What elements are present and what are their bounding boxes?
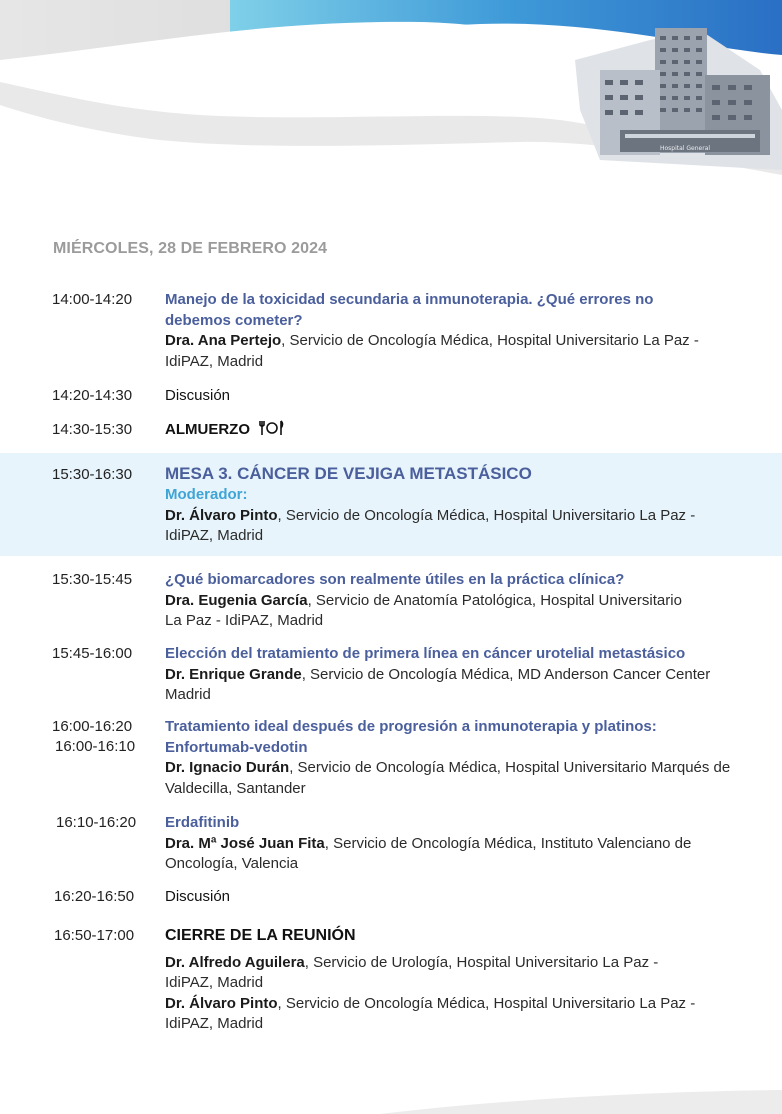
agenda-title: Erdafitinib xyxy=(165,814,240,831)
building-sign: Hospital General xyxy=(660,145,711,152)
speaker: Dr. Ignacio Durán, Servicio de Oncología Médica, Hospital Universitario Marqués de Valdecilla, Santander xyxy=(165,759,731,797)
agenda-time: 16:20-16:50 xyxy=(54,888,135,905)
cutlery-icon xyxy=(259,420,285,436)
speaker: Dra. Eugenia García, Servicio de Anatomía Patológica, Hospital Universitario La Paz - IdiPAZ, Madrid xyxy=(165,591,682,629)
speaker: Dr. Enrique Grande, Servicio de Oncología Médica, MD Anderson Cancer Center Madrid xyxy=(165,665,711,703)
header-banner xyxy=(0,0,782,200)
agenda-label: ALMUERZO xyxy=(165,421,250,438)
agenda-title: Elección del tratamiento de primera línea en cáncer urotelial metastásico xyxy=(165,645,686,662)
agenda-title: Manejo de la toxicidad secundaria a inmunoterapia. ¿Qué errores no debemos cometer? xyxy=(165,291,654,329)
date-heading: MIÉRCOLES, 28 DE FEBRERO 2024 xyxy=(53,240,328,257)
agenda-time: 15:30-16:30 xyxy=(52,466,133,483)
agenda-time: 15:45-16:00 xyxy=(52,645,133,662)
agenda-time: 14:30-15:30 xyxy=(52,421,133,438)
agenda-time: 16:10-16:20 xyxy=(56,814,137,831)
speaker: Dr. Alfredo Aguilera, Servicio de Urología, Hospital Universitario La Paz - IdiPAZ, Madrid xyxy=(165,953,659,991)
agenda-time: 16:00-16:20 16:00-16:10 xyxy=(52,718,136,755)
agenda-time: 15:30-15:45 xyxy=(52,571,133,588)
speaker: Dr. Álvaro Pinto, Servicio de Oncología Médica, Hospital Universitario La Paz - IdiPAZ, Madrid xyxy=(165,506,696,544)
agenda-time: 16:50-17:00 xyxy=(54,927,135,944)
agenda-label: Discusión xyxy=(165,387,231,404)
speaker: Dra. Ana Pertejo, Servicio de Oncología Médica, Hospital Universitario La Paz - IdiPAZ, Madrid xyxy=(165,332,699,370)
agenda-label: CIERRE DE LA REUNIÓN xyxy=(165,927,356,944)
moderator-label: Moderador: xyxy=(165,486,248,503)
speaker: Dra. Mª José Juan Fita, Servicio de Oncología Médica, Instituto Valenciano de Oncología, Valencia xyxy=(165,834,692,872)
agenda-title: ¿Qué biomarcadores son realmente útiles en la práctica clínica? xyxy=(165,571,625,588)
speaker: Dr. Álvaro Pinto, Servicio de Oncología Médica, Hospital Universitario La Paz - IdiPAZ, Madrid xyxy=(165,994,696,1032)
agenda-time: 14:00-14:20 xyxy=(52,291,133,308)
session-title: MESA 3. CÁNCER DE VEJIGA METASTÁSICO xyxy=(165,464,532,483)
footer-swoosh xyxy=(0,1084,782,1114)
agenda-label: Discusión xyxy=(165,888,231,905)
agenda-subtitle: Enfortumab-vedotin xyxy=(165,738,308,756)
agenda-title: Tratamiento ideal después de progresión a inmunoterapia y platinos: xyxy=(165,718,657,735)
agenda-time: 14:20-14:30 xyxy=(52,387,133,404)
